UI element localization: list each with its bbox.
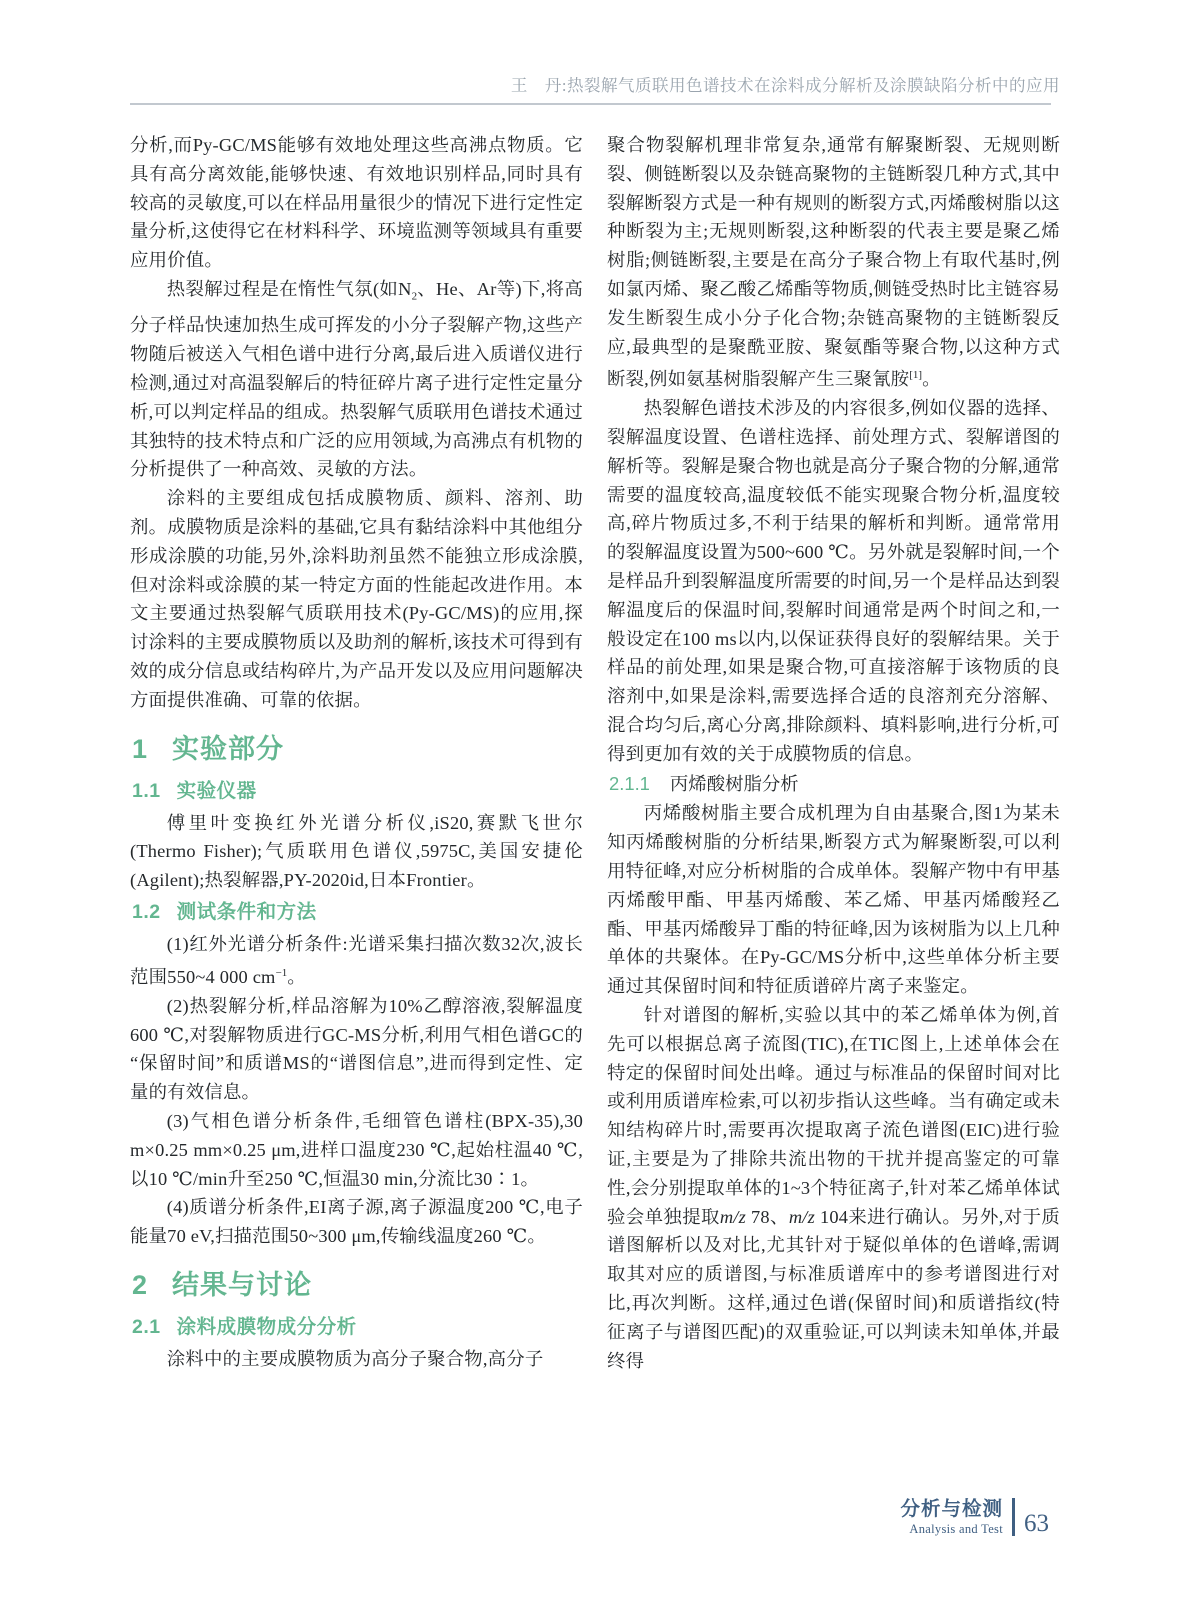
paragraph: (4)质谱分析条件,EI离子源,离子源温度200 ℃,电子能量70 eV,扫描范围50~300 μm,传输线温度260 ℃。 (130, 1197, 583, 1247)
heading-number: 1.1 (132, 779, 161, 802)
paragraph: (2)热裂解分析,样品溶解为10%乙醇溶液,裂解温度600 ℃,对裂解物质进行GC-MS分析,利用气相色谱GC的“保留时间”和质谱MS的“谱图信息”,进而得到定性、定量的有效信息。 (130, 995, 583, 1103)
heading-title: 测试条件和方法 (176, 901, 317, 923)
paragraph: 分析,而Py-GC/MS能够有效地处理这些高沸点物质。它具有高分离效能,能够快速、有效地识别样品,同时具有较高的灵敏度,可以在样品用量很少的情况下进行定性定量分析,这使得它在材料科学、环境监测等领域具有重要应用价值。 (130, 135, 583, 271)
paragraph: 涂料中的主要成膜物质为高分子聚合物,高分子 (166, 1348, 544, 1369)
paragraph: 涂料的主要组成包括成膜物质、颜料、溶剂、助剂。成膜物质是涂料的基础,它具有黏结涂料中其他组分形成涂膜的功能,另外,涂料助剂虽然不能独立形成涂膜,但对涂料或涂膜的某一特定方面的性能起改进作用。本文主要通过热裂解气质联用技术(Py-GC/MS)的应用,探讨涂料的主要成膜物质以及助剂的解析,该技术可得到有效的成分信息或结构碎片,为产品开发以及应用问题解决方面提供准确、可靠的依据。 (130, 488, 583, 710)
heading-1 (132, 731, 583, 767)
journal-title-cn: 分析与检测 (900, 1497, 1003, 1520)
paragraph: 热裂解过程是在惰性气氛(如$N_2$、He、Ar等)下,将高分子样品快速加热生成可挥发的小分子裂解产物,这些产物随后被送入气相色谱中进行分离,最后进入质谱仪进行检测,通过对高温裂解后的特征碎片离子进行定性定量分析,可以判定样品的组成。热裂解气质联用色谱技术通过其独特的技术特点和广泛的应用领域,为高沸点有机物的分析提供了一种高效、灵敏的方法。 (130, 278, 583, 480)
paragraph: (1)红外光谱分析条件:光谱采集扫描次数32次,波长范围550~4 000 $cm^{-1}$。 (130, 934, 583, 987)
heading-number: 2.1 (132, 1315, 161, 1338)
heading-number: 1.2 (132, 901, 161, 923)
footer-divider (1012, 1498, 1015, 1536)
heading-number: 2 (132, 1269, 149, 1300)
page-footer (900, 1498, 1049, 1536)
heading-number: 1 (132, 733, 149, 764)
heading-title: 实验仪器 (176, 779, 257, 802)
paragraph: 丙烯酸树脂主要合成机理为自由基聚合,图1为某未知丙烯酸树脂的分析结果,断裂方式为解聚断裂,可以利用特征峰,对应分析树脂的合成单体。裂解产物中有甲基丙烯酸甲酯、甲基丙烯酸、苯乙烯、甲基丙烯酸羟乙酯、甲基丙烯酸异丁酯的特征峰,因为该树脂为以上几种单体的共聚体。在Py-GC/MS分析中,这些单体分析主要通过其保留时间和特征质谱碎片离子来鉴定。 (607, 803, 1060, 997)
running-header-title: 王 丹:热裂解气质联用色谱技术在涂料成分解析及涂膜缺陷分析中的应用 (510, 76, 1060, 95)
paragraph: (3)气相色谱分析条件,毛细管色谱柱(BPX-35),30 m×0.25 mm×0.25 μm,进样口温度230 ℃,起始柱温40 ℃,以10 ℃/min升至250 ℃,恒温30 min,分流比30∶1。 (130, 1110, 583, 1189)
heading-title: 丙烯酸树脂分析 (669, 773, 799, 794)
paragraph: 针对谱图的解析,实验以其中的苯乙烯单体为例,首先可以根据总离子流图(TIC),在TIC图上,上述单体会在特定的保留时间处出峰。通过与标准品的保留时间对比或利用质谱库检索,可以初步指认这些峰。当有确定或未知结构碎片时,需要再次提取离子流色谱图(EIC)进行验证,主要是为了排除共流出物的干扰并提高鉴定的可靠性,会分别提取单体的1~3个特征离子,针对苯乙烯单体试验会单独提取m/z 78、m/z 104来进行确认。另外,对于质谱图解析以及对比,尤其针对于疑似单体的色谱峰,需调取其对应的质谱图,与标准质谱库中的参考谱图进行对比,再次判断。这样,通过色谱(保留时间)和质谱指纹(特征离子与谱图匹配)的双重验证,可以判读未知单体,并最终得 (607, 1005, 1060, 1371)
heading-1.2 (132, 898, 583, 927)
paragraph: 热裂解色谱技术涉及的内容很多,例如仪器的选择、裂解温度设置、色谱柱选择、前处理方式、裂解谱图的解析等。裂解是聚合物也就是高分子聚合物的分解,通常需要的温度较高,温度较低不能实现聚合物分析,温度较高,碎片物质过多,不利于结果的解析和判断。通常常用的裂解温度设置为500~600 ℃。另外就是裂解时间,一个是样品升到裂解温度所需要的时间,另一个是样品达到裂解温度后的保温时间,裂解时间通常是两个时间之和,一般设定在100 ms以内,以保证获得良好的裂解结果。关于样品的前处理,如果是聚合物,可直接溶解于该物质的良溶剂中,如果是涂料,需要选择合适的良溶剂充分溶解、混合均匀后,离心分离,排除颜料、填料影响,进行分析,可得到更加有效的关于成膜物质的信息。 (607, 398, 1060, 764)
heading-title: 实验部分 (172, 733, 285, 764)
paragraph: 傅里叶变换红外光谱分析仪,iS20,赛默飞世尔(Thermo Fisher);气质联用色谱仪,5975C,美国安捷伦(Agilent);热裂解器,PY-2020id,日本Frontier。 (130, 812, 583, 891)
heading-2 (132, 1267, 583, 1303)
heading-number: 2.1.1 (609, 772, 650, 794)
right-column (607, 131, 1060, 1479)
heading-1.1 (132, 777, 583, 806)
heading-2.1 (132, 1313, 583, 1342)
article-body (130, 131, 1060, 1479)
journal-title-en: Analysis and Test (909, 1521, 1003, 1536)
paragraph: 聚合物裂解机理非常复杂,通常有解聚断裂、无规则断裂、侧链断裂以及杂链高聚物的主链断裂几种方式,其中裂解断裂方式是一种有规则的断裂方式,丙烯酸树脂以这种断裂为主;无规则断裂,这种断裂的代表主要是聚乙烯树脂;侧链断裂,主要是在高分子聚合物上有取代基时,例如氯丙烯、聚乙酸乙烯酯等物质,侧链受热时比主链容易发生断裂生成小分子化合物;杂链高聚物的主链断裂反应,最典型的是聚酰亚胺、聚氨酯等聚合物,以这种方式断裂,例如氨基树脂裂解产生三聚氰胺[1]。 (607, 135, 1060, 390)
heading-2.1.1 (609, 770, 1060, 799)
heading-title: 涂料成膜物成分分析 (176, 1315, 357, 1338)
left-column (130, 131, 583, 1479)
page-number: 63 (1024, 1509, 1049, 1537)
journal-title-block (900, 1499, 1003, 1536)
header-rule (130, 103, 1051, 105)
heading-title: 结果与讨论 (172, 1269, 313, 1300)
